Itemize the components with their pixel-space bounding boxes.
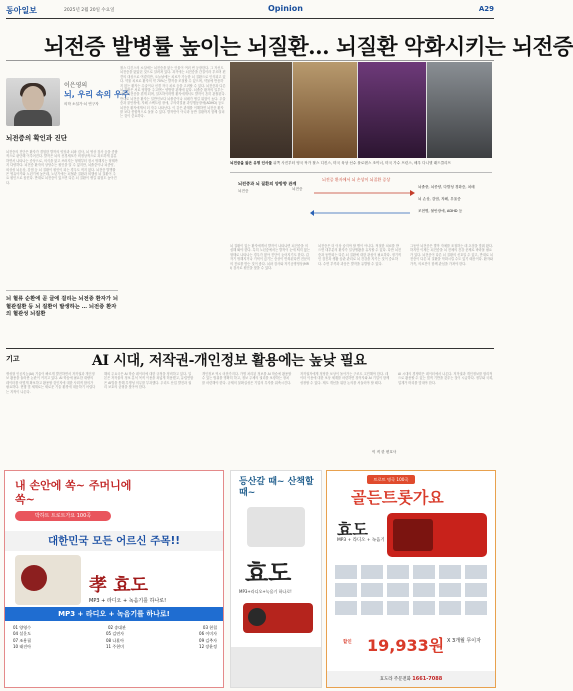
ad-song-row: 07 조용필 08 나훈아 09 김추자: [13, 637, 217, 643]
advertisement-left[interactable]: [4, 470, 224, 688]
radio-product-image: [15, 555, 81, 605]
caption-text: 위쪽 사진부터 영국 작가 찰스 디킨스, 미국 육상 선수 플로렌스 조이너, 미국 가수 프린스, 배우 다니엘 래드클리프: [273, 161, 452, 165]
ad-badge: 트로트 명곡 100곡: [367, 475, 415, 484]
advertisement-middle[interactable]: [230, 470, 322, 688]
ad-product-sub: MP3 + 라디오 + 녹음기: [337, 538, 385, 543]
price-label: 할인: [343, 640, 352, 645]
author-name: 이은영의: [64, 82, 88, 89]
article-body: 뇌전증의 진단은 환자가 경험한 발작의 양상과 뇌파 검사, 뇌 영상 검사 등을 종합적으로 판단해 이루어진다. 발작은 뇌의 신경세포가 비정상적으로 과도하게 흥분하면서 나타나는 증상으로, 의식을 잃고 쓰러지는 형태부터 잠시 멍해지는 형태까지 다양하다. 뇌전증 환자의 상당수는 원인을 알 수 없지만, 뇌졸중이나 뇌종양, 외상성 뇌손상, 감염 등 뇌 질환이 원인이 되는 경우도 적지 않다. 뇌전증 발병률은 영유아기와 노년기에 높은데, 노년기에는 뇌혈관 질환과 퇴행성 뇌 질환이 주요 원인으로 꼽힌다. 반대로 뇌전증이 있으면 다른 뇌 질환이 생길 위험도 높아진다.: [6, 150, 118, 185]
headline-divider: [6, 60, 494, 61]
author-photo: [6, 78, 60, 126]
byline: 이 직 한 변호사: [372, 450, 397, 454]
ad-product-name: 효도: [245, 558, 292, 587]
article-body-column: 뇌 질환이 있는 환자에게서 발작이 나타나면 뇌전증을 의심해 봐야 한다. 특히 노년층에서는 발작이 눈에 띄지 않는 형태로 나타나는 경우가 많아 진단이 늦어지기도 한다. 갑자기 멍해지거나 기억이 끊기는 증상이 반복된다면 전문의의 진료를 받는 것이 좋다. 뇌파 검사와 자기공명영상(MRI) 검사로 원인을 찾을 수 있다.: [230, 244, 310, 271]
portrait-photo: [358, 62, 426, 158]
diagram-right-item: 뇌졸중, 뇌종양, 다발성 경화증, 치매: [418, 185, 475, 189]
ad-footer-panel: [231, 647, 321, 687]
diagram-right-item: 뇌 손상, 감염, 자폐, 우울증: [418, 197, 461, 201]
column-name: 뇌, 우리 속의 우주: [64, 90, 130, 99]
diagram-left-label: 뇌전증: [238, 189, 249, 193]
order-footer: [327, 671, 495, 687]
album-grid: [335, 565, 489, 625]
relation-diagram: [230, 172, 492, 246]
section-label: Opinion: [268, 4, 303, 13]
ad-product-sub: MP3 + 라디오 + 녹음기를 하나로!: [89, 598, 167, 604]
installment-plan: X 3개월 무이자: [447, 638, 481, 644]
page-number: A29: [478, 5, 494, 13]
diagram-title: 뇌전증과 뇌 질환의 양방향 관계: [238, 181, 297, 186]
ad-pill: 박하트 트로트가요 100곡: [15, 511, 111, 521]
headline-secondary: AI 시대, 저작권-개인정보 활용에는 높낮 필요: [92, 353, 367, 369]
ad-tagline: 내 손안에 쏙~ 주머니에 쏙~: [15, 479, 132, 506]
quote-divider: [6, 290, 118, 291]
article-body-column: 찰스 디킨스의 소설에는 뇌전증을 앓는 인물이 여러 번 등장한다. 그 자신도 뇌전증을 앓았던 것으로 알려져 있다. 과거에는 뇌전증을 간질이라 부르며 편견의 대상으로 여겼지만, 오늘날에는 치료가 가능한 뇌 질환으로 인식되고 있다. 약물 치료로 환자의 약 70%는 발작을 조절할 수 있으며, 약물에 반응하지 않는 환자는 수술이나 신경 자극 치료 등을 고려할 수 있다. 뇌전증과 다른 뇌 질환은 서로 영향을 주고받는 양방향 관계에 있다. 뇌졸중 환자의 일부는 이후 뇌전증을 겪게 되며, 알츠하이머병 환자에게서도 발작이 흔히 관찰된다. 반대로 뇌전증 환자는 일반인보다 뇌졸중이나 치매가 생길 위험이 높다. 우울증과 불안장애, 자폐 스펙트럼 장애, 주의력결핍 과잉행동장애(ADHD) 등도 뇌전증 환자에게서 더 자주 나타난다. 이 같은 관계를 이해하면 뇌전증 환자를 보다 종합적으로 돌볼 수 있다. 발작만이 아니라 동반 질환까지 함께 살피는 것이 중요하다.: [120, 66, 226, 119]
portrait-photo: [230, 62, 292, 158]
article-body-column: 개인정보 역시 마찬가지다. 가명 처리된 정보를 AI 학습에 활용할 수 있는 범위를 명확히 하고, 정보 주체의 권리를 보장하는 장치를 마련해야 한다. 규제의 불확실성은 기업의 투자를 위축시킨다.: [202, 372, 292, 385]
article-body-column: 생성형 인공지능(AI) 기술이 빠르게 발전하면서 저작권과 개인정보 활용을 둘러싼 논란이 커지고 있다. AI 학습에 필요한 대량의 데이터를 어떻게 확보하고 활용할 것인지에 대한 사회적 합의가 필요하다. 현행 법 체계로는 새로운 기술 환경에 대응하기 어렵다는 지적이 나온다.: [6, 372, 96, 394]
subhead: 뇌전증의 확인과 진단: [6, 134, 68, 142]
article-body-column: 그동안 뇌전증은 발작 자체를 조절하는 데 초점을 맞춰 왔다. 하지만 이제는 뇌전증을 뇌 전체의 건강 문제로 바라볼 필요가 있다. 뇌전증이 다른 뇌 질환의 신호일 수 있고, 반대로 뇌전증이 다른 뇌 질환을 악화시킬 수도 있기 때문이다. 환자와 가족, 의료진이 함께 관심을 가져야 한다.: [410, 244, 494, 266]
ad-tagline: 등산갈 때~ 산책할 때~: [239, 477, 314, 498]
header-divider: [6, 18, 494, 19]
price: 19,933원: [367, 636, 445, 655]
author-title: 의학 소설가·뇌 연구자: [64, 102, 99, 106]
lower-article: [6, 372, 494, 466]
ad-banner: 대한민국 모든 어르신 주목!!: [5, 531, 223, 551]
photo-caption: [230, 161, 492, 166]
advertisement-right[interactable]: [326, 470, 496, 688]
pull-quote: 뇌 혈류 순환에 곧 글에 걸리는 뇌전증 환자가 뇌 혈관질환 등 뇌 질환이 발생하는 … 뇌전증 환자의 혈관성 뇌질환: [6, 296, 118, 317]
order-phone[interactable]: 1661-7088: [412, 676, 443, 682]
radio-product-image: [387, 513, 487, 557]
ad-product-name: 효도: [337, 520, 368, 539]
diagram-center-label: 뇌전증 환자에서 뇌 손상이 뇌질환 증상: [322, 177, 391, 182]
masthead: 동아일보: [6, 6, 37, 15]
ad-product-name: 孝 효도: [89, 575, 149, 596]
diagram-left-box: 뇌전증: [292, 187, 303, 191]
ad-song-row: 01 양영수 02 송대관 03 현철: [13, 625, 217, 630]
section-divider: [6, 348, 494, 349]
diagram-arrows: [310, 183, 416, 223]
portrait-photo: [293, 62, 357, 158]
diagram-right-item: 조현병, 불안장애, ADHD 등: [418, 209, 463, 213]
hiker-image: [247, 507, 305, 547]
issue-date: 2025년 2월 20일 수요일: [64, 8, 115, 13]
photo-collage: [230, 62, 492, 158]
ad-song-row: 10 태진아 11 주현미 12 장윤정: [13, 644, 217, 650]
portrait-photo: [427, 62, 492, 158]
ad-product-sub: MP3+라디오+녹음기 하나로!: [239, 589, 292, 594]
ad-song-list: [13, 625, 217, 651]
article-body-column: 해외 주요국은 AI 학습 데이터에 대한 규정을 정비하고 있다. 일본은 저작물의 정보 분석 목적 이용을 폭넓게 허용했고, 유럽연합은 AI법을 통해 투명성 의무를 부과했다. 우리도 산업 발전과 권리 보호의 균형을 찾아야 한다.: [104, 372, 194, 390]
order-label: 효도라 주문전화: [379, 677, 411, 682]
ad-song-row: 04 설운도 05 김연자 06 이미자: [13, 631, 217, 637]
article-body-column: AI 시대의 경쟁력은 데이터에서 나온다. 저작권과 개인정보를 합리적으로 활용할 수 있는 법적 기반을 갖추는 것이 시급하다. 정부와 국회, 업계가 머리를 맞대야 한다.: [398, 372, 494, 385]
radio-product-image: [243, 603, 313, 633]
headline: 뇌전증 발병률 높이는 뇌질환… 뇌질환 악화시키는 뇌전증: [44, 35, 573, 60]
article-body-column: 저작권자에게 정당한 보상이 돌아가는 구조도 고민해야 한다. 데이터 이용에 대한 보상 체계를 마련하면 창작자와 AI 기업이 함께 성장할 수 있다. 제도 개선을 위한 논의를 서둘러야 할 때다.: [300, 372, 390, 385]
ad-feature-bar: MP3 + 라디오 + 녹음기를 하나로!: [5, 607, 223, 621]
article-body-column: 뇌전증은 더 이상 숨겨야 할 병이 아니다. 적절한 치료를 받으면 대부분의 환자가 일상생활을 유지할 수 있다. 다만 뇌전증과 동반되는 다른 뇌 질환에 대한 관심이 필요하다. 정기적인 검진과 생활 습관 관리로 뇌 건강을 지키는 것이 중요하다. 수면 부족과 과음은 발작을 유발할 수 있다.: [318, 244, 402, 266]
caption-title: 뇌전증을 앓은 유명 인사들: [230, 161, 272, 165]
section-tag: 기고: [6, 355, 20, 363]
ad-title: 골든트롯가요: [351, 488, 444, 507]
